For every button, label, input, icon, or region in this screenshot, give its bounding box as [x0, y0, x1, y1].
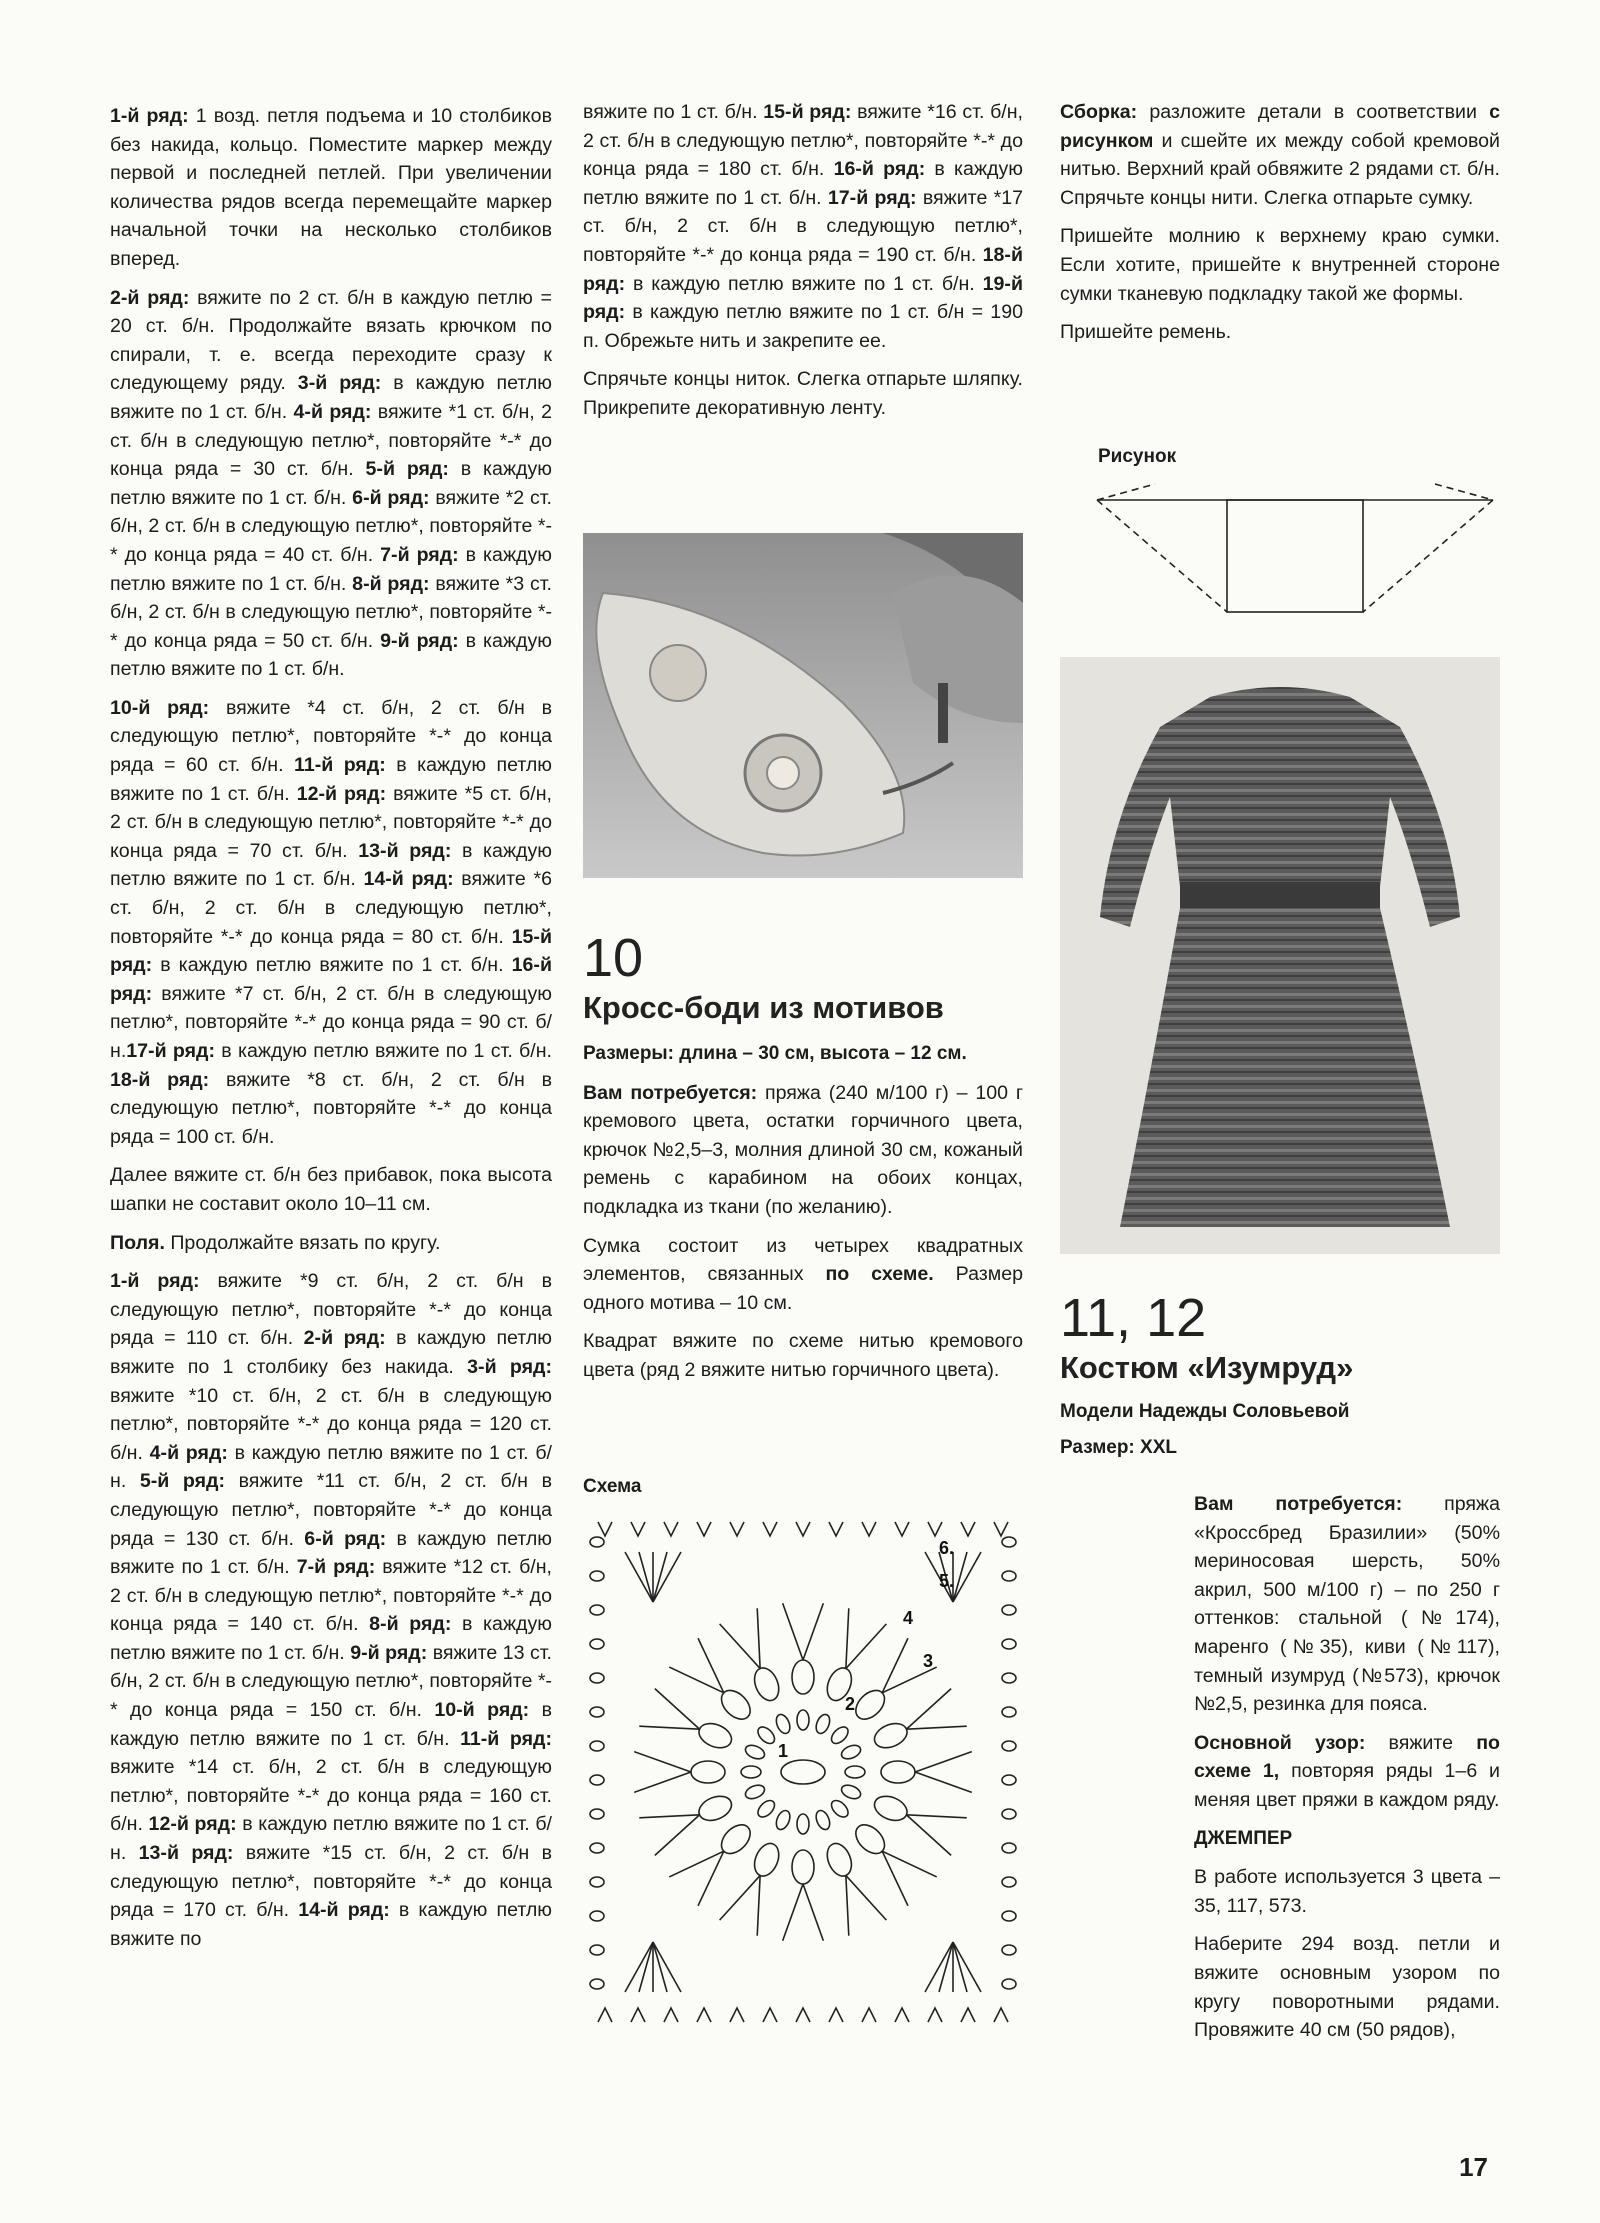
schema-stitch: [961, 2008, 975, 2022]
schema-mark: 4: [903, 1608, 914, 1628]
schema-stitch: [639, 1815, 699, 1818]
text-run: Размер одного мотива – 10 см.: [583, 1263, 1023, 1314]
schema-stitch: [590, 1775, 604, 1785]
schema-stitch: [743, 1743, 766, 1762]
schema-stitch: [664, 2008, 678, 2022]
schema-stitch: [653, 1552, 667, 1602]
text-run: Продолжайте вязать по кругу.: [164, 1231, 441, 1254]
schema-mark: 6.: [939, 1538, 955, 1558]
schema-stitch: [882, 1638, 908, 1693]
paragraph: [1060, 98, 1500, 212]
schema-stitch: [1002, 1809, 1016, 1819]
bold-run: 13-й ряд:: [358, 839, 452, 862]
schema-stitch: [961, 1522, 975, 1536]
text-run: вяжите *3 ст. б/н, 2 ст. б/н в следующую петлю*, повторяйте *-* до конца ряда = 50 ст. б/н.: [110, 572, 552, 652]
bold-run: 12-й ряд:: [148, 1813, 237, 1836]
schema-stitch: [1002, 1537, 1016, 1547]
schema-stitch: [669, 1667, 724, 1693]
bold-run: по схеме.: [825, 1263, 934, 1286]
paragraph: [583, 1232, 1023, 1318]
schema-stitch: [845, 1766, 865, 1778]
bold-run: 14-й ряд:: [363, 868, 454, 891]
schema-stitch: [1002, 1605, 1016, 1615]
bold-run: 8-й ряд:: [369, 1613, 452, 1636]
schema-stitch: [881, 1761, 915, 1783]
schema-stitch: [792, 1660, 814, 1694]
bold-run: 17-й ряд:: [126, 1040, 216, 1062]
schema-mark: 1: [778, 1741, 789, 1761]
schema-stitch: [763, 1522, 777, 1536]
text-run: пряжа «Кроссбред Бразилии» (50% мериносовая шерсть, 50% акрил, 500 м/100 г) – по 250 г оттенков: стальной (№174), маренго (№35), киви (№117), темный изумруд (№573), крючок №2,5, резинка для пояса.: [1194, 1493, 1500, 1716]
paragraph: [110, 1229, 552, 1258]
bold-run: 9-й ряд:: [380, 629, 459, 652]
schema-stitch: [828, 1797, 851, 1820]
bag-photo: [583, 533, 1023, 878]
size: Размер: XXL: [1060, 1437, 1177, 1458]
schema-stitch: [829, 2008, 843, 2022]
bold-run: 5-й ряд:: [139, 1470, 226, 1493]
schema-stitch: [720, 1875, 761, 1920]
schema-stitch: [757, 1875, 760, 1935]
text-run: пряжа (240 м/100 г) – 100 г кремового цвета, остатки горчичного цвета, крючок №2,5–3, молния длиной 30 см, кожаный ремень с карабином на обоих концах, подкладка из ткани (по желанию).: [583, 1081, 1023, 1218]
text-run: вяжите *8 ст. б/н, 2 ст. б/н в следующую петлю*, повторяйте *-* до конца ряда = 100 ст. б/н.: [110, 1068, 552, 1148]
schema-stitch: [828, 1724, 851, 1747]
text-run: и сшейте их между собой кремовой нитью. Верхний край обвяжите 2 рядами ст. б/н. Спрячьте концы нити. Слегка отпарьте сумку.: [1060, 129, 1500, 209]
text-run: в каждую петлю вяжите по 1 ст. б/н = 190 п. Обрежьте нить и закрепите ее.: [583, 301, 1023, 352]
schema-stitch: [655, 1815, 700, 1856]
text-run: в каждую петлю вяжите по 1 ст. б/н.: [110, 629, 552, 681]
schema-stitch: [730, 1522, 744, 1536]
costume-illustration: [1060, 657, 1500, 1254]
bold-run: 16-й ряд:: [110, 954, 552, 1005]
schema-stitch: [653, 1942, 667, 1992]
schema-stitch: [882, 1851, 908, 1906]
text-run: Пришейте ремень.: [1060, 321, 1232, 344]
schema-stitch: [695, 1719, 735, 1752]
schema-stitch: [797, 1710, 809, 1730]
schema-stitch: [829, 1522, 843, 1536]
schema-stitch: [590, 1809, 604, 1819]
text-run: в каждую петлю вяжите по: [110, 1899, 552, 1950]
schema-stitch: [590, 1911, 604, 1921]
text-run: Квадрат вяжите по схеме нитью кремового цвета (ряд 2 вяжите нитью горчичного цвета).: [583, 1330, 1023, 1381]
schema-mark: 5.: [939, 1571, 955, 1591]
schema-stitch: [653, 1942, 681, 1992]
column-middle: [583, 98, 1023, 433]
schema-stitch: [698, 1638, 724, 1693]
schema-stitch: [953, 1942, 981, 1992]
schema-stitch: [669, 1851, 724, 1877]
schema-stitch: [846, 1875, 887, 1920]
project-10-body: [583, 1040, 1023, 1395]
schema-stitch: [763, 2008, 777, 2022]
paragraph: [1194, 1930, 1500, 2044]
schema-stitch: [1002, 1741, 1016, 1751]
schema-stitch: [1002, 1707, 1016, 1717]
bold-run: 10-й ряд:: [434, 1699, 530, 1722]
text-run: разложите детали в соответствии: [1137, 101, 1490, 123]
schema-stitch: [590, 1979, 604, 1989]
text-run: в каждую петлю вяжите по 1 ст. б/н.: [583, 158, 1023, 209]
schema-stitch: [691, 1761, 725, 1783]
text-run: вяжите *4 ст. б/н, 2 ст. б/н в следующую петлю*, повторяйте *-* до конца ряда = 60 ст. б/н.: [110, 696, 552, 777]
text-run: вяжите *1 ст. б/н, 2 ст. б/н в следующую петлю*, повторяйте *-* до конца ряда = 30 ст. б/н.: [110, 400, 552, 481]
schema-stitch: [697, 1522, 711, 1536]
schema-stitch: [590, 1571, 604, 1581]
schema-stitch: [953, 1942, 967, 1992]
schema-stitch: [953, 1552, 981, 1602]
bold-run: 5-й ряд:: [365, 458, 449, 481]
schema-stitch: [716, 1685, 756, 1725]
paragraph: [110, 1267, 552, 1953]
figure-label: Рисунок: [1098, 446, 1177, 467]
schema-stitch: [846, 1608, 849, 1668]
project-number: 10: [583, 928, 644, 988]
text-run: вяжите *12 ст. б/н, 2 ст. б/н в следующую петлю*, повторяйте *-* до конца ряда = 140 ст. б/н.: [110, 1556, 552, 1636]
bold-run: 10-й ряд:: [110, 696, 210, 719]
schema-stitch: [906, 1689, 951, 1730]
paragraph: [583, 365, 1023, 422]
schema-stitch: [1002, 1639, 1016, 1649]
bold-run: 19-й ряд:: [583, 272, 1023, 324]
schema-stitch: [994, 1522, 1008, 1536]
bold-run: 16-й ряд:: [833, 158, 926, 181]
schema-stitch: [846, 1624, 887, 1669]
bold-run: 7-й ряд:: [380, 543, 459, 566]
schema-stitch: [741, 1766, 761, 1778]
project-title: Кросс-боди из мотивов: [583, 990, 944, 1025]
bold-run: Поля.: [110, 1231, 165, 1254]
text-run: вяжите *7 ст. б/н, 2 ст. б/н в следующую петлю*, повторяйте *-* до конца ряда = 90 ст. б/н.: [110, 982, 552, 1062]
schema-stitch: [730, 2008, 744, 2022]
schema-stitch: [590, 1537, 604, 1547]
bold-run: 2-й ряд:: [110, 286, 190, 309]
paragraph: [1194, 1490, 1500, 1719]
project-number: 11, 12: [1060, 1288, 1207, 1348]
schema-mark: 3: [923, 1651, 934, 1671]
schema-stitch: [590, 1945, 604, 1955]
bold-run: Основной узор:: [1194, 1731, 1366, 1754]
schema-stitch: [928, 1522, 942, 1536]
schema-stitch: [639, 1552, 653, 1602]
bold-run: 6-й ряд:: [352, 486, 430, 509]
text-run: в каждую петлю вяжите по 1 ст. б/н.: [625, 272, 983, 295]
text-run: Пришейте молнию к верхнему краю сумки. Если хотите, пришейте к внутренней стороне сумки тканевую подкладку такой же формы.: [1060, 225, 1500, 305]
bold-run: 1-й ряд:: [110, 105, 189, 127]
schema-stitch: [814, 1809, 833, 1832]
schema-stitch: [803, 1884, 823, 1941]
schema-stitch: [783, 1603, 803, 1660]
text-run: в каждую петлю вяжите по 1 ст. б/н.: [215, 1040, 552, 1062]
schema-stitch: [1002, 1877, 1016, 1887]
schema-stitch: [1002, 1843, 1016, 1853]
text-run: в каждую петлю вяжите по 1 ст. б/н.: [110, 372, 552, 423]
text-run: в каждую петлю вяжите по 1 ст. б/н.: [110, 458, 552, 509]
text-run: вяжите по 1 ст. б/н.: [583, 101, 764, 123]
schema-stitch: [590, 1741, 604, 1751]
bold-run: по схеме 1,: [1194, 1731, 1500, 1783]
bold-run: 3-й ряд:: [297, 372, 382, 395]
bold-run: 15-й ряд:: [763, 101, 852, 123]
bold-run: Сборка:: [1060, 101, 1138, 123]
crochet-schema-diagram: [583, 1512, 1023, 2032]
schema-stitch: [639, 1942, 653, 1992]
bold-run: Вам потребуется:: [583, 1081, 758, 1104]
paragraph: [583, 1327, 1023, 1384]
sizes: Размеры: длина – 30 см, высота – 12 см.: [583, 1043, 967, 1064]
paragraph: [583, 1079, 1023, 1222]
schema-stitch: [590, 1673, 604, 1683]
text-run: вяжите по 2 ст. б/н в каждую петлю = 20 ст. б/н. Продолжайте вязать крючком по спирали, т. е. всегда переходите сразу к следующему ряду.: [110, 286, 552, 395]
text-run: в каждую петлю вяжите по 1 ст. б/н.: [110, 1441, 552, 1493]
schema-stitch: [664, 1522, 678, 1536]
schema-stitch: [1002, 1979, 1016, 1989]
schema-stitch: [598, 1522, 612, 1536]
schema-stitch: [796, 1522, 810, 1536]
schema-stitch: [655, 1689, 700, 1730]
text-run: 1 возд. петля подъема и 10 столбиков без накида, кольцо. Поместите маркер между первой и последней петлей. При увеличении количества рядов всегда перемещайте маркер начальной точки на несколько столбиков вперед.: [110, 105, 552, 270]
bold-run: 3-й ряд:: [467, 1355, 552, 1378]
text-run: вяжите *11 ст. б/н, 2 ст. б/н в следующую петлю*, повторяйте *-* до конца ряда = 130 ст. б/н.: [110, 1470, 552, 1550]
text-run: Спрячьте концы ниток. Слегка отпарьте шляпку. Прикрепите декоративную ленту.: [583, 368, 1023, 419]
bold-run: 2-й ряд:: [303, 1327, 386, 1350]
bold-run: Вам потребуется:: [1194, 1493, 1403, 1515]
text-run: вяжите *17 ст. б/н, 2 ст. б/н в следующую петлю*, повторяйте *-* до конца ряда = 190 ст. б/н.: [583, 186, 1024, 266]
text-run: в каждую петлю вяжите по 1 ст. б/н.: [110, 543, 552, 595]
schema-stitch: [755, 1797, 778, 1820]
project-10-header: [583, 928, 1023, 1044]
schema-stitch: [757, 1608, 760, 1668]
schema-stitch: [953, 1552, 967, 1602]
text-run: в каждую петлю вяжите по 1 ст. б/н.: [110, 1813, 553, 1865]
text-run: в каждую петлю вяжите по 1 ст. б/н.: [110, 754, 552, 805]
text-run: вяжите *14 ст. б/н, 2 ст. б/н в следующую петлю*, повторяйте *-* до конца ряда = 160 ст. б/н.: [110, 1756, 552, 1836]
schema-stitch: [1002, 1911, 1016, 1921]
schema-stitch: [939, 1942, 953, 1992]
assembly-figure: [1095, 476, 1495, 616]
schema-stitch: [796, 2008, 810, 2022]
text-run: вяжите: [1365, 1731, 1477, 1754]
schema-stitch: [840, 1743, 863, 1762]
schema-stitch: [590, 1877, 604, 1887]
text-run: в каждую петлю вяжите по 1 столбику без накида.: [110, 1327, 552, 1378]
bold-run: 18-й ряд:: [110, 1068, 210, 1091]
schema-stitch: [631, 1522, 645, 1536]
schema-stitch: [850, 1819, 890, 1859]
bold-run: 4-й ряд:: [293, 400, 372, 423]
schema-stitch: [882, 1851, 937, 1877]
schema-stitch: [716, 1819, 756, 1859]
schema-label: Схема: [583, 1476, 642, 1497]
bold-run: 18-й ряд:: [583, 243, 1023, 295]
schema-stitch: [850, 1685, 890, 1725]
text-run: в каждую петлю вяжите по 1 ст. б/н.: [110, 1699, 553, 1750]
schema-stitch: [814, 1712, 833, 1735]
schema-stitch: [743, 1783, 766, 1802]
text-run: в каждую петлю вяжите по 1 ст. б/н.: [110, 839, 552, 891]
paragraph: [110, 694, 552, 1152]
schema-stitch: [915, 1752, 972, 1772]
text-run: вяжите 13 ст. б/н, 2 ст. б/н в следующую петлю*, повторяйте *-* до конца ряда = 150 ст. б/н.: [110, 1641, 552, 1722]
schema-stitch: [862, 2008, 876, 2022]
schema-stitch: [915, 1772, 972, 1792]
schema-stitch: [697, 2008, 711, 2022]
schema-stitch: [750, 1840, 783, 1880]
paragraph: [1194, 1729, 1500, 1815]
schema-stitch: [1002, 1945, 1016, 1955]
schema-stitch: [1002, 1775, 1016, 1785]
project-11-12-body: [1194, 1490, 1500, 2055]
schema-stitch: [792, 1850, 814, 1884]
jumper-heading: ДЖЕМПЕР: [1194, 1827, 1293, 1849]
text-run: в каждую петлю вяжите по 1 ст. б/н.: [152, 954, 512, 977]
schema-stitch: [846, 1875, 849, 1935]
bold-run: 11-й ряд:: [294, 754, 386, 777]
schema-stitch: [774, 1712, 793, 1735]
schema-stitch: [895, 1522, 909, 1536]
project-title: Костюм «Изумруд»: [1060, 1350, 1354, 1385]
schema-stitch: [695, 1792, 735, 1825]
schema-stitch: [774, 1809, 793, 1832]
text-run: Далее вяжите ст. б/н без прибавок, пока высота шапки не составит около 10–11 см.: [110, 1164, 552, 1215]
paragraph: [1194, 1863, 1500, 1920]
author: Модели Надежды Соловьевой: [1060, 1401, 1350, 1422]
schema-stitch: [871, 1792, 911, 1825]
schema-stitch: [994, 2008, 1008, 2022]
bold-run: 15-й ряд:: [110, 925, 552, 977]
schema-stitch: [803, 1603, 823, 1660]
column-left: [110, 102, 552, 1963]
schema-stitch: [797, 1814, 809, 1834]
text-run: Наберите 294 возд. петли и вяжите основным узором по кругу поворотными рядами. Провяжите 40 см (50 рядов),: [1194, 1933, 1500, 2042]
text-run: В работе используется 3 цвета – 35, 117, 573.: [1194, 1866, 1500, 1917]
text-run: в каждую петлю вяжите по 1 ст. б/н.: [110, 1613, 552, 1664]
schema-stitch: [590, 1843, 604, 1853]
schema-stitch: [720, 1624, 761, 1669]
schema-stitch: [598, 2008, 612, 2022]
text-run: повторяя ряды 1–6 и меняя цвет пряжи в каждом ряду.: [1194, 1760, 1500, 1811]
text-run: вяжите *9 ст. б/н, 2 ст. б/н в следующую петлю*, повторяйте *-* до конца ряда = 110 ст. б/н.: [110, 1270, 552, 1350]
bold-run: 11-й ряд:: [460, 1727, 552, 1750]
schema-stitch: [1002, 1673, 1016, 1683]
schema-stitch: [928, 2008, 942, 2022]
schema-stitch: [840, 1783, 863, 1802]
text-run: вяжите *16 ст. б/н, 2 ст. б/н в следующую петлю*, повторяйте *-* до конца ряда = 180 ст. б/н.: [583, 101, 1023, 181]
schema-stitch: [698, 1851, 724, 1906]
text-run: в каждую петлю вяжите по 1 ст. б/н.: [110, 1527, 552, 1579]
bold-run: 1-й ряд:: [110, 1270, 200, 1293]
schema-stitch: [1002, 1571, 1016, 1581]
text-run: Сумка состоит из четырех квадратных элементов, связанных: [583, 1234, 1023, 1286]
schema-stitch: [906, 1815, 966, 1818]
schema-stitch: [823, 1840, 856, 1880]
schema-stitch: [906, 1726, 966, 1729]
bold-run: с рисунком: [1060, 101, 1500, 152]
text-run: вяжите *5 ст. б/н, 2 ст. б/н в следующую петлю*, повторяйте *-* до конца ряда = 70 ст. б/н.: [110, 782, 552, 862]
schema-stitch: [783, 1884, 803, 1941]
costume-photo: [1060, 657, 1500, 1254]
bold-run: 8-й ряд:: [352, 572, 430, 595]
bold-run: 14-й ряд:: [298, 1899, 390, 1922]
paragraph: [110, 284, 552, 684]
schema-stitch: [625, 1552, 653, 1602]
text-run: вяжите *2 ст. б/н, 2 ст. б/н в следующую петлю*, повторяйте *-* до конца ряда = 40 ст. б/н.: [110, 486, 552, 566]
schema-stitch: [625, 1942, 653, 1992]
schema-stitch: [634, 1772, 691, 1792]
bold-run: 9-й ряд:: [350, 1641, 428, 1664]
schema-stitch: [871, 1719, 911, 1752]
schema-stitch: [590, 1707, 604, 1717]
paragraph: [1060, 318, 1500, 347]
bold-run: 6-й ряд:: [304, 1527, 387, 1550]
paragraph: [110, 1161, 552, 1218]
schema-stitch: [906, 1815, 951, 1856]
bold-run: 12-й ряд:: [296, 782, 387, 805]
schema-stitch: [862, 1522, 876, 1536]
schema-stitch: [653, 1552, 681, 1602]
schema-stitch: [631, 2008, 645, 2022]
paragraph: [110, 102, 552, 274]
bold-run: 13-й ряд:: [138, 1842, 234, 1865]
text-run: вяжите *6 ст. б/н, 2 ст. б/н в следующую петлю*, повторяйте *-* до конца ряда = 80 ст. б/н.: [110, 868, 552, 948]
bold-run: 4-й ряд:: [149, 1441, 228, 1464]
paragraph: [1060, 222, 1500, 308]
schema-stitch: [925, 1942, 953, 1992]
schema-stitch: [634, 1752, 691, 1772]
project-11-12-header: [1060, 1288, 1500, 1470]
schema-stitch: [895, 2008, 909, 2022]
paragraph: [583, 98, 1023, 355]
bag-photo-illustration: [583, 533, 1023, 878]
bold-run: 17-й ряд:: [827, 186, 917, 209]
schema-stitch: [590, 1605, 604, 1615]
schema-stitch: [781, 1760, 825, 1784]
schema-stitch: [590, 1639, 604, 1649]
column-right: [1060, 98, 1500, 357]
page-number: 17: [1459, 2152, 1488, 2182]
schema-stitch: [639, 1726, 699, 1729]
schema-mark: 2: [845, 1694, 856, 1714]
text-run: вяжите *15 ст. б/н, 2 ст. б/н в следующую петлю*, повторяйте *-* до конца ряда = 170 ст. б/н.: [110, 1842, 552, 1922]
bold-run: 7-й ряд:: [296, 1556, 376, 1579]
schema-stitch: [755, 1724, 778, 1747]
text-run: вяжите *10 ст. б/н, 2 ст. б/н в следующую петлю*, повторяйте *-* до конца ряда = 120 ст. б/н.: [110, 1384, 552, 1464]
schema-stitch: [750, 1664, 783, 1704]
